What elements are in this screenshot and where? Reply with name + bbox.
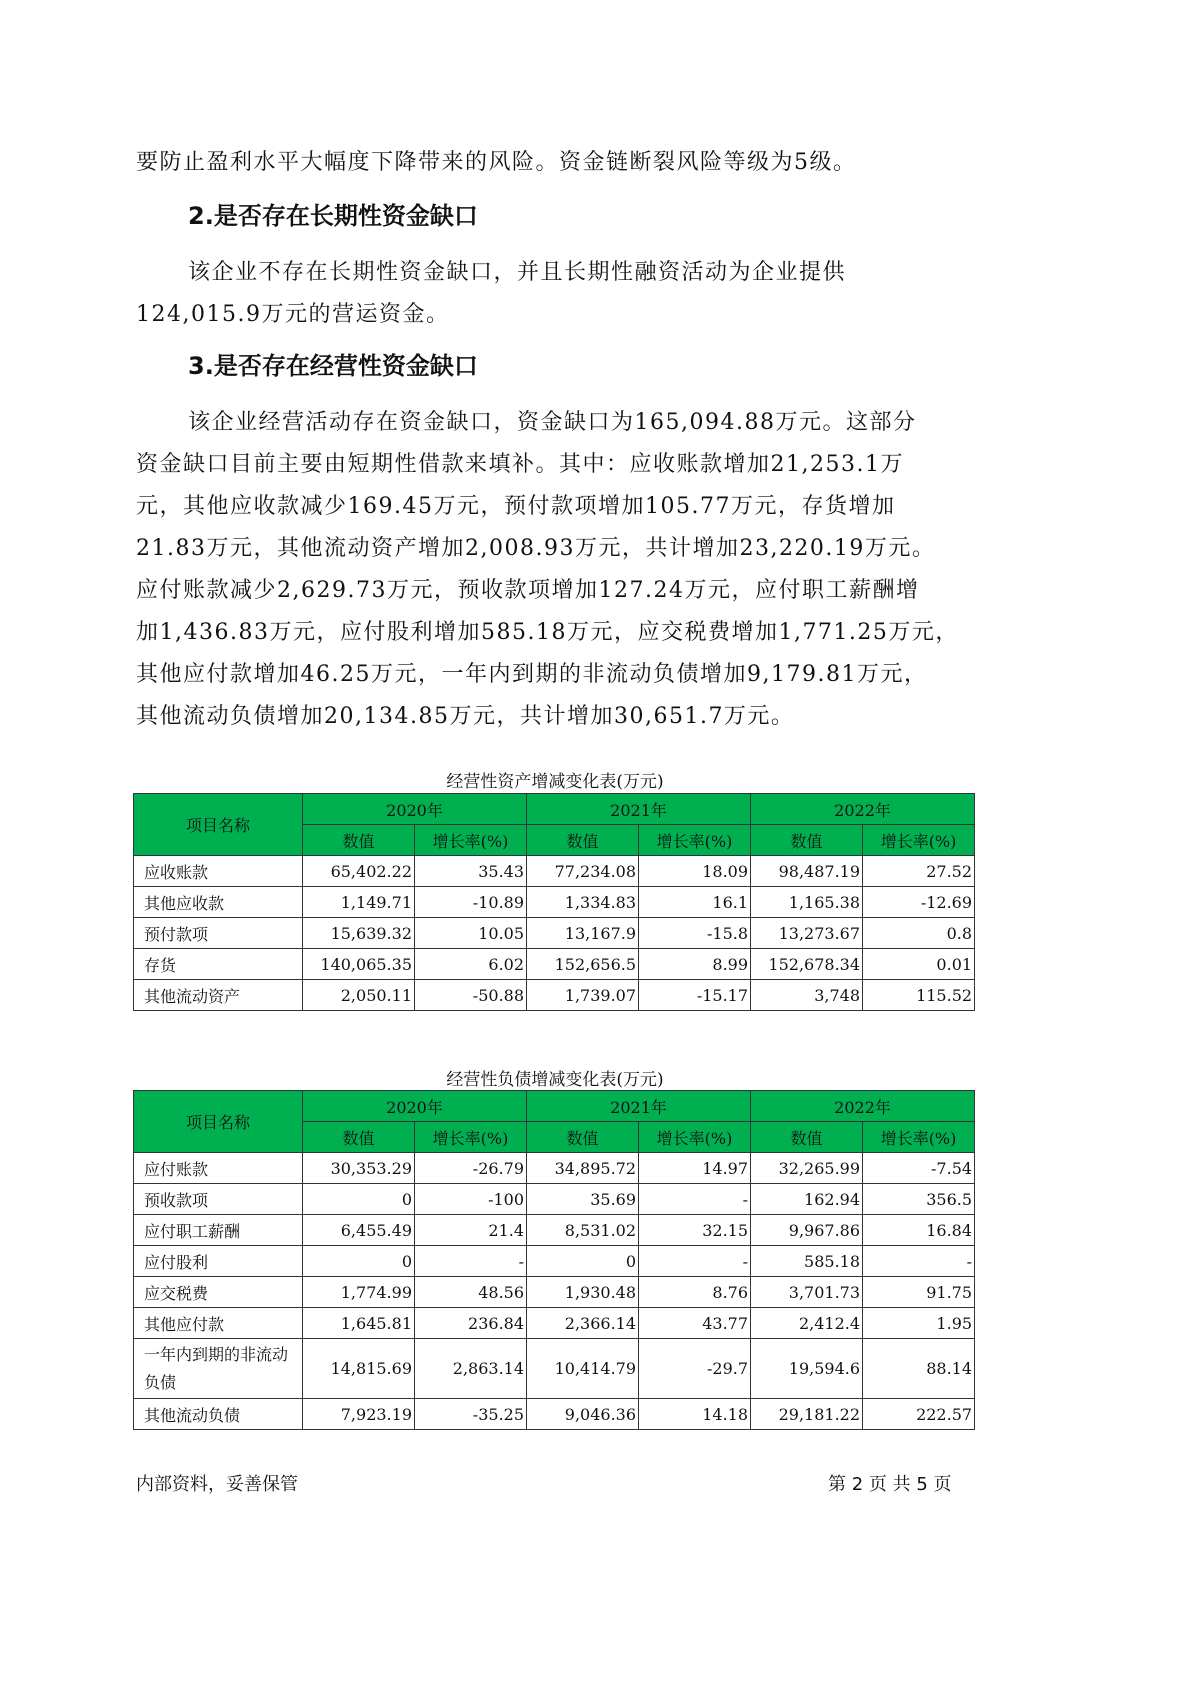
cell: 2,412.4: [751, 1308, 863, 1339]
row-label: 其他流动负债: [134, 1399, 303, 1430]
cell: 2,050.11: [303, 980, 415, 1011]
cell: 35.69: [527, 1184, 639, 1215]
cell: -29.7: [639, 1339, 751, 1399]
cell: 18.09: [639, 856, 751, 887]
table-row: [134, 1246, 975, 1277]
cell: 6.02: [415, 949, 527, 980]
cell: 152,656.5: [527, 949, 639, 980]
cell: 0.01: [863, 949, 975, 980]
text-line: 该企业不存在长期性资金缺口，并且长期性融资活动为企业提供: [188, 260, 847, 285]
cell: 98,487.19: [751, 856, 863, 887]
footer-page-number: 第 2 页 共 5 页: [828, 1474, 952, 1495]
cell: 222.57: [863, 1399, 975, 1430]
footer-confidential: 内部资料，妥善保管: [136, 1474, 298, 1495]
header-row-years: [134, 794, 975, 825]
cell: 9,046.36: [527, 1399, 639, 1430]
table-row: [134, 1339, 975, 1399]
liabilities-table: [133, 1090, 975, 1430]
table-row: [134, 949, 975, 980]
header-rate: 增长率(%): [415, 825, 527, 856]
cell: 15,639.32: [303, 918, 415, 949]
table-row: [134, 1277, 975, 1308]
header-value: 数值: [751, 825, 863, 856]
row-label: 应付股利: [134, 1246, 303, 1277]
cell: 152,678.34: [751, 949, 863, 980]
cell: -: [415, 1246, 527, 1277]
row-label: 应付职工薪酬: [134, 1215, 303, 1246]
cell: 21.4: [415, 1215, 527, 1246]
header-value: 数值: [303, 825, 415, 856]
table-row: [134, 1215, 975, 1246]
text-line: 要防止盈利水平大幅度下降带来的风险。资金链断裂风险等级为5级。: [136, 150, 857, 175]
cell: -100: [415, 1184, 527, 1215]
cell: 236.84: [415, 1308, 527, 1339]
header-year: 2022年: [751, 794, 975, 825]
table-row: [134, 1308, 975, 1339]
cell: -10.89: [415, 887, 527, 918]
cell: -: [863, 1246, 975, 1277]
heading-long-term-gap: 2.是否存在长期性资金缺口: [188, 202, 478, 230]
cell: 91.75: [863, 1277, 975, 1308]
cell: -50.88: [415, 980, 527, 1011]
cell: 8.76: [639, 1277, 751, 1308]
cell: 6,455.49: [303, 1215, 415, 1246]
cell: 8,531.02: [527, 1215, 639, 1246]
header-rate: 增长率(%): [863, 1122, 975, 1153]
cell: 88.14: [863, 1339, 975, 1399]
header-year: 2020年: [303, 1091, 527, 1122]
cell: -7.54: [863, 1153, 975, 1184]
assets-table: [133, 793, 975, 1011]
table-row: [134, 856, 975, 887]
cell: 356.5: [863, 1184, 975, 1215]
cell: 29,181.22: [751, 1399, 863, 1430]
text-line: 21.83万元，其他流动资产增加2,008.93万元，共计增加23,220.19万元。: [136, 536, 936, 561]
row-label: 预收款项: [134, 1184, 303, 1215]
header-year: 2022年: [751, 1091, 975, 1122]
row-label: 其他应付款: [134, 1308, 303, 1339]
cell: 13,167.9: [527, 918, 639, 949]
cell: 27.52: [863, 856, 975, 887]
cell: 13,273.67: [751, 918, 863, 949]
cell: 14.97: [639, 1153, 751, 1184]
cell: 43.77: [639, 1308, 751, 1339]
cell: 34,895.72: [527, 1153, 639, 1184]
header-value: 数值: [303, 1122, 415, 1153]
cell: 0: [303, 1184, 415, 1215]
cell: 10.05: [415, 918, 527, 949]
cell: 35.43: [415, 856, 527, 887]
text-line: 其他应付款增加46.25万元，一年内到期的非流动负债增加9,179.81万元，: [136, 662, 928, 687]
cell: 32,265.99: [751, 1153, 863, 1184]
cell: 2,366.14: [527, 1308, 639, 1339]
cell: 1,149.71: [303, 887, 415, 918]
cell: 1,774.99: [303, 1277, 415, 1308]
cell: -15.8: [639, 918, 751, 949]
text-line: 加1,436.83万元，应付股利增加585.18万元，应交税费增加1,771.25万元，: [136, 620, 959, 645]
cell: 14.18: [639, 1399, 751, 1430]
table-row: [134, 918, 975, 949]
row-label: 应付账款: [134, 1153, 303, 1184]
cell: 14,815.69: [303, 1339, 415, 1399]
cell: -: [639, 1246, 751, 1277]
cell: -12.69: [863, 887, 975, 918]
cell: 115.52: [863, 980, 975, 1011]
cell: -15.17: [639, 980, 751, 1011]
cell: 48.56: [415, 1277, 527, 1308]
header-row-years: [134, 1091, 975, 1122]
table-row: [134, 1399, 975, 1430]
cell: -35.25: [415, 1399, 527, 1430]
cell: 140,065.35: [303, 949, 415, 980]
cell: 77,234.08: [527, 856, 639, 887]
header-value: 数值: [751, 1122, 863, 1153]
table-row: [134, 1184, 975, 1215]
heading-operating-gap: 3.是否存在经营性资金缺口: [188, 352, 478, 380]
cell: 19,594.6: [751, 1339, 863, 1399]
cell: 0: [527, 1246, 639, 1277]
cell: 8.99: [639, 949, 751, 980]
table-caption-assets: 经营性资产增减变化表(万元): [446, 772, 664, 792]
header-year: 2021年: [527, 794, 751, 825]
table-row: [134, 980, 975, 1011]
row-label: 存货: [134, 949, 303, 980]
row-label: 应交税费: [134, 1277, 303, 1308]
row-label: 其他流动资产: [134, 980, 303, 1011]
cell: 3,748: [751, 980, 863, 1011]
row-label: 其他应收款: [134, 887, 303, 918]
header-year: 2020年: [303, 794, 527, 825]
header-year: 2021年: [527, 1091, 751, 1122]
header-item-name: 项目名称: [134, 794, 303, 856]
header-value: 数值: [527, 825, 639, 856]
cell: 32.15: [639, 1215, 751, 1246]
cell: 9,967.86: [751, 1215, 863, 1246]
cell: 1,165.38: [751, 887, 863, 918]
text-line: 资金缺口目前主要由短期性借款来填补。其中：应收账款增加21,253.1万: [136, 452, 904, 477]
table-caption-liabilities: 经营性负债增减变化表(万元): [446, 1070, 664, 1090]
header-rate: 增长率(%): [415, 1122, 527, 1153]
text-line: 应付账款减少2,629.73万元，预收款项增加127.24万元，应付职工薪酬增: [136, 578, 920, 603]
cell: 0.8: [863, 918, 975, 949]
text-line: 元，其他应收款减少169.45万元，预付款项增加105.77万元，存货增加: [136, 494, 896, 519]
cell: 585.18: [751, 1246, 863, 1277]
cell: 1,739.07: [527, 980, 639, 1011]
cell: 10,414.79: [527, 1339, 639, 1399]
row-label: 应收账款: [134, 856, 303, 887]
cell: 2,863.14: [415, 1339, 527, 1399]
header-rate: 增长率(%): [863, 825, 975, 856]
table-row: [134, 1153, 975, 1184]
text-line: 其他流动负债增加20,134.85万元，共计增加30,651.7万元。: [136, 704, 795, 729]
row-label: 预付款项: [134, 918, 303, 949]
cell: 7,923.19: [303, 1399, 415, 1430]
cell: 16.84: [863, 1215, 975, 1246]
cell: -26.79: [415, 1153, 527, 1184]
header-rate: 增长率(%): [639, 825, 751, 856]
header-item-name: 项目名称: [134, 1091, 303, 1153]
cell: 1,645.81: [303, 1308, 415, 1339]
cell: 3,701.73: [751, 1277, 863, 1308]
row-label: 一年内到期的非流动负债: [134, 1339, 303, 1399]
cell: 162.94: [751, 1184, 863, 1215]
cell: 30,353.29: [303, 1153, 415, 1184]
header-rate: 增长率(%): [639, 1122, 751, 1153]
cell: 1,334.83: [527, 887, 639, 918]
cell: -: [639, 1184, 751, 1215]
text-line: 124,015.9万元的营运资金。: [136, 302, 450, 327]
cell: 1,930.48: [527, 1277, 639, 1308]
cell: 65,402.22: [303, 856, 415, 887]
cell: 16.1: [639, 887, 751, 918]
cell: 1.95: [863, 1308, 975, 1339]
cell: 0: [303, 1246, 415, 1277]
header-value: 数值: [527, 1122, 639, 1153]
text-line: 该企业经营活动存在资金缺口，资金缺口为165,094.88万元。这部分: [188, 410, 917, 435]
table-row: [134, 887, 975, 918]
